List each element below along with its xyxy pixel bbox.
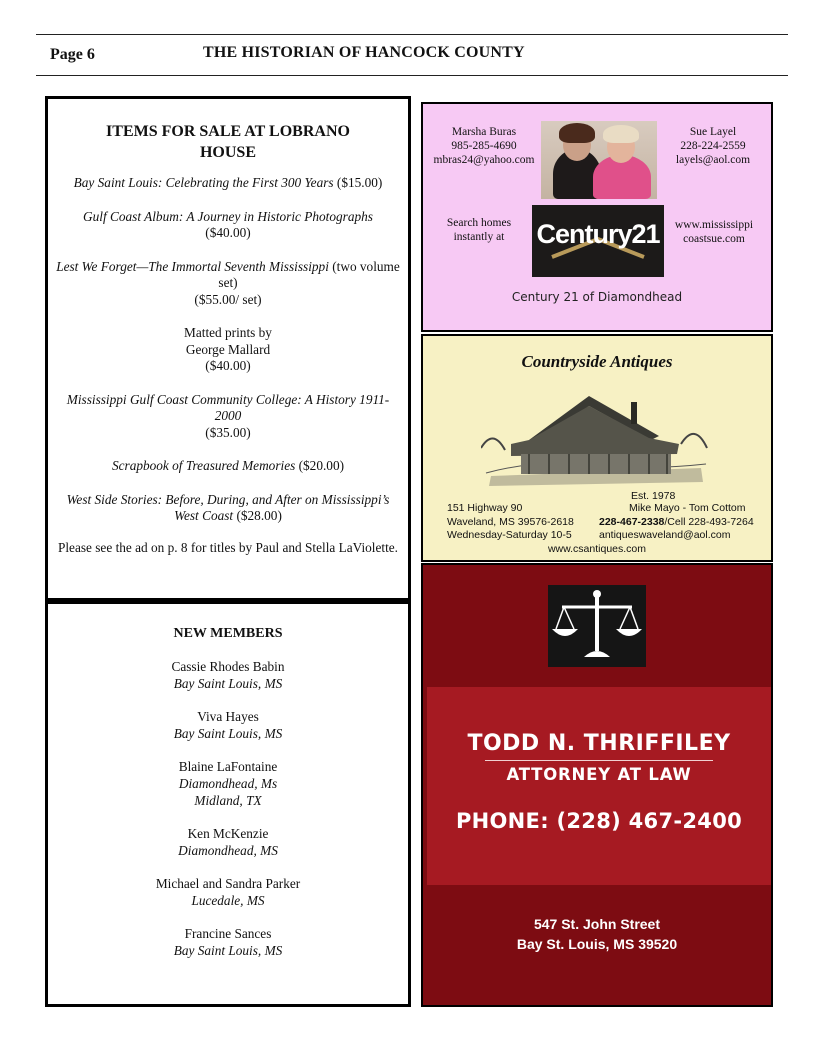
agent-1-name: Marsha Buras	[451, 126, 517, 138]
attorney-phone: PHONE: (228) 467-2400	[455, 809, 743, 833]
antiques-website: www.csantiques.com	[547, 543, 647, 555]
attorney-title: ATTORNEY AT LAW	[506, 765, 692, 784]
attorney-name: TODD N. THRIFFILEY	[467, 731, 731, 756]
attorney-address	[423, 914, 771, 954]
book-title: Gulf Coast Album: A Journey in Historic Photographs	[83, 208, 373, 224]
member-location: Bay Saint Louis, MS	[173, 943, 283, 958]
book-title: Lest We Forget—The Immortal Seventh Mississippi	[56, 258, 329, 274]
search-homes-text	[437, 216, 521, 244]
sale-item	[54, 259, 402, 309]
book-price: ($35.00)	[205, 424, 251, 440]
book-title: Bay Saint Louis: Celebrating the First 300 Years	[73, 175, 334, 190]
scales-of-justice-icon	[548, 585, 646, 667]
farmhouse-drawing-icon	[481, 378, 709, 493]
book-note: (two volume set)	[218, 258, 400, 290]
web-line-2: coastsue.com	[683, 233, 745, 245]
sale-item	[54, 458, 402, 475]
member-name: Viva Hayes	[197, 709, 259, 724]
member-name: Ken McKenzie	[187, 826, 269, 841]
print-line-1: Matted prints by	[184, 325, 272, 340]
header-bottom-rule	[36, 75, 788, 76]
search-line-2: instantly at	[453, 231, 505, 243]
sale-note: Please see the ad on p. 8 for titles by Paul and Stella LaViolette.	[57, 539, 399, 555]
attorney-ad	[421, 563, 773, 1007]
agent-1-email: mbras24@yahoo.com	[433, 154, 535, 166]
member-entry	[54, 658, 402, 692]
search-line-1: Search homes	[446, 217, 512, 229]
book-price: ($20.00)	[295, 458, 345, 473]
member-name: Michael and Sandra Parker	[155, 876, 301, 891]
page-number: Page 6	[50, 46, 95, 63]
book-title: Mississippi Gulf Coast Community College: A History 1911-2000	[66, 391, 390, 423]
new-members-box	[45, 601, 411, 1007]
address-street: 547 St. John Street	[533, 916, 661, 932]
member-entry	[54, 875, 402, 909]
antiques-contact-block	[599, 502, 754, 543]
book-price: ($28.00)	[233, 508, 282, 523]
book-price: ($15.00)	[333, 175, 383, 190]
member-entry	[54, 758, 402, 809]
book-price: ($55.00/ set)	[194, 291, 262, 307]
century21-caption: Century 21 of Diamondhead	[511, 290, 683, 304]
items-for-sale-box	[45, 96, 411, 601]
century21-ad	[421, 102, 773, 332]
heading-line-2: HOUSE	[199, 144, 256, 161]
established-year: Est. 1978	[631, 490, 676, 502]
member-location: Lucedale, MS	[191, 893, 265, 908]
address-city: Bay St. Louis, MS 39520	[516, 936, 678, 952]
header-top-rule	[36, 34, 788, 35]
agent-2-phone: 228-224-2559	[680, 140, 746, 152]
member-name: Blaine LaFontaine	[178, 759, 278, 774]
print-price: ($40.00)	[205, 358, 251, 373]
agent-2-contact	[663, 125, 763, 167]
century21-logo	[532, 205, 664, 277]
address-line-2: Waveland, MS 39576-2618	[447, 515, 574, 528]
attorney-divider	[485, 760, 713, 761]
owners-line: Mike Mayo - Tom Cottom	[629, 502, 746, 514]
sale-item	[54, 492, 402, 525]
antiques-address-block	[447, 502, 574, 543]
member-name: Cassie Rhodes Babin	[171, 659, 285, 674]
agent-2-name: Sue Layel	[689, 126, 737, 138]
member-location-2: Midland, TX	[194, 793, 262, 808]
new-members-heading: NEW MEMBERS	[173, 626, 283, 641]
antiques-cell: /Cell 228-493-7264	[664, 515, 754, 528]
items-for-sale-heading	[54, 121, 402, 163]
agents-photo	[541, 121, 657, 199]
countryside-antiques-ad	[421, 334, 773, 562]
agent-1-contact	[429, 125, 539, 167]
member-location: Bay Saint Louis, MS	[173, 726, 283, 741]
attorney-panel	[427, 687, 771, 885]
heading-line-1: ITEMS FOR SALE AT LOBRANO	[106, 123, 350, 140]
website-text	[659, 218, 769, 246]
sale-item	[54, 392, 402, 442]
antiques-title: Countryside Antiques	[521, 352, 673, 371]
member-entry	[54, 825, 402, 859]
sale-item	[54, 209, 402, 242]
antiques-email: antiqueswaveland@aol.com	[599, 529, 731, 541]
address-line-1: 151 Highway 90	[447, 502, 523, 514]
sale-item	[54, 175, 402, 192]
print-line-2: George Mallard	[185, 341, 271, 357]
century21-wordmark: Century21	[536, 219, 660, 249]
antiques-phone: 228-467-2338	[599, 515, 665, 528]
hours-line: Wednesday-Saturday 10-5	[447, 529, 572, 541]
member-location: Bay Saint Louis, MS	[173, 676, 283, 691]
member-entry	[54, 708, 402, 742]
member-name: Francine Sances	[184, 926, 272, 941]
book-title: West Side Stories: Before, During, and After on Mississippi’s West Coast	[66, 491, 390, 523]
sale-item	[54, 325, 402, 375]
member-location: Diamondhead, Ms	[178, 776, 278, 791]
member-entry	[54, 925, 402, 959]
book-price: ($40.00)	[205, 225, 251, 240]
member-location: Diamondhead, MS	[178, 843, 278, 858]
journal-title: THE HISTORIAN OF HANCOCK COUNTY	[203, 44, 525, 61]
book-title: Scrapbook of Treasured Memories	[111, 458, 296, 473]
agent-1-phone: 985-285-4690	[451, 140, 517, 152]
agent-2-email: layels@aol.com	[675, 154, 751, 166]
web-line-1: www.mississippi	[674, 219, 754, 231]
